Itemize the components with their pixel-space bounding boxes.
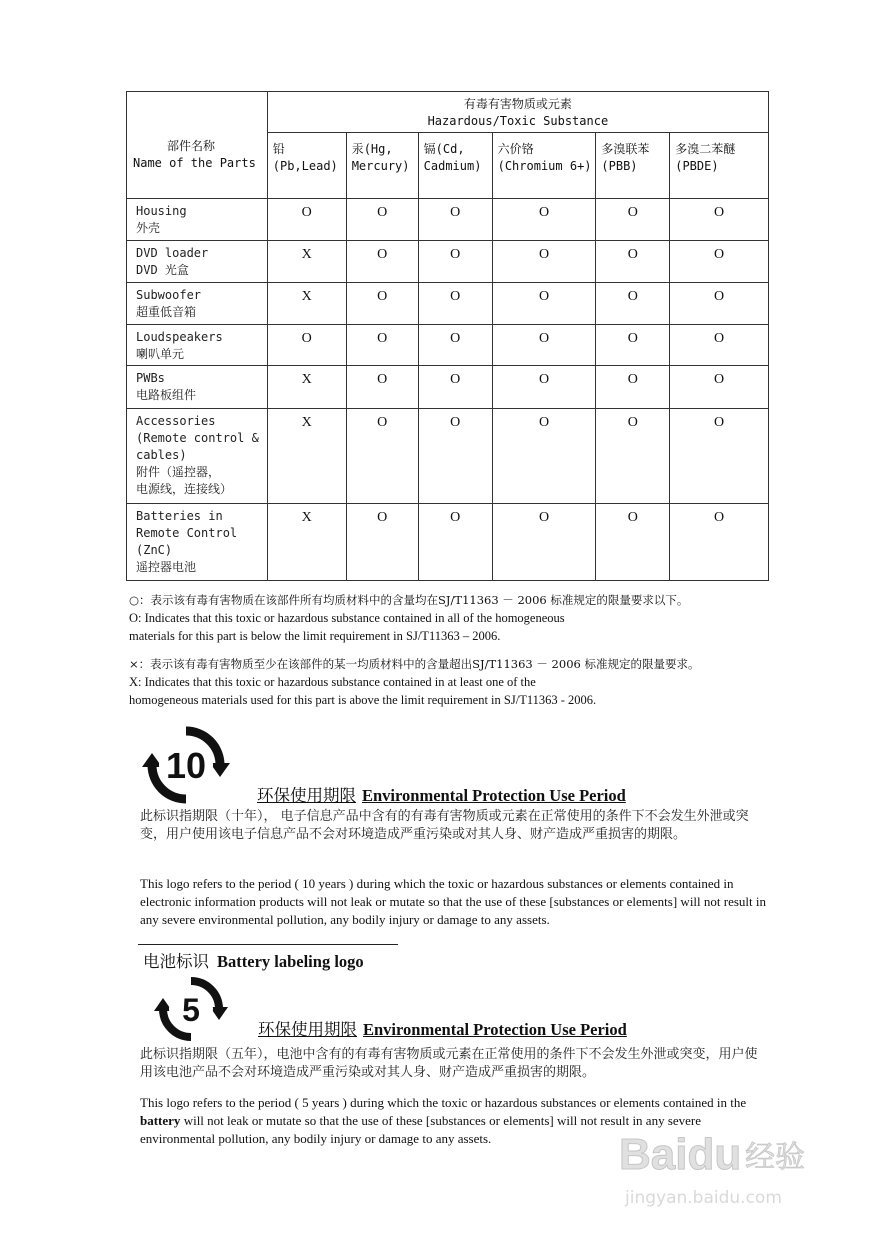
substance-mark: O — [418, 366, 492, 409]
hazard-header-cell — [267, 92, 768, 133]
substance-mark: X — [267, 241, 346, 283]
substance-mark: O — [596, 199, 670, 241]
substance-mark: O — [346, 504, 418, 581]
part-name-line: (ZnC) — [136, 543, 173, 557]
substance-mark: O — [418, 504, 492, 581]
epup-10-title-en: Environmental Protection Use Period — [362, 786, 626, 805]
substance-name-cn: 多溴二苯醚 — [675, 142, 736, 156]
substance-name-en: (Pb,Lead) — [272, 159, 338, 173]
substance-mark: O — [346, 325, 418, 366]
part-name-line: Remote Control — [136, 526, 238, 540]
substance-header-4 — [596, 133, 670, 199]
substance-mark: O — [346, 366, 418, 409]
substance-header-1 — [346, 133, 418, 199]
parts-header-en: Name of the Parts — [133, 156, 256, 170]
epup-5-number: 5 — [182, 992, 200, 1028]
substance-mark: O — [492, 241, 596, 283]
substance-mark: O — [670, 409, 769, 504]
recycle-arrows-icon — [152, 976, 230, 1042]
part-name-line: (Remote control & — [136, 431, 259, 445]
note-x-en-2: homogeneous materials used for this part is above the limit requirement in SJ/T11363 - 2006. — [129, 693, 597, 707]
section-divider — [138, 944, 398, 945]
substance-name-cn: 汞(Hg, — [351, 142, 393, 156]
note-x-cn: ×：表示该有毒有害物质至少在该部件的某一均质材料中的含量超出SJ/T11363 － 2006 标准规定的限量要求。 — [129, 657, 700, 671]
substance-mark: O — [346, 241, 418, 283]
substance-mark: O — [267, 325, 346, 366]
substance-mark: O — [670, 199, 769, 241]
substance-mark: O — [670, 325, 769, 366]
part-name-cell — [127, 241, 268, 283]
substance-mark: O — [418, 283, 492, 325]
note-x — [129, 655, 699, 709]
substance-mark: X — [267, 283, 346, 325]
epup-5-title — [258, 1016, 627, 1040]
substance-mark: O — [670, 241, 769, 283]
substance-mark: O — [596, 409, 670, 504]
part-name-line: 电源线，连接线） — [136, 482, 233, 496]
note-o-en-2: materials for this part is below the limit requirement in SJ/T11363 – 2006. — [129, 629, 501, 643]
substance-header-5 — [670, 133, 769, 199]
table-row — [127, 283, 769, 325]
table-row — [127, 199, 769, 241]
substance-name-cn: 多溴联苯 — [601, 142, 650, 156]
substance-name-cn: 铅 — [272, 142, 285, 156]
substance-mark: O — [670, 283, 769, 325]
part-name-line: DVD 光盒 — [136, 263, 189, 277]
part-name-line: 遥控器电池 — [136, 560, 197, 574]
watermark-suffix: 经验 — [745, 1140, 805, 1175]
part-name-line: 电路板组件 — [136, 388, 197, 402]
epup-5-title-en: Environmental Protection Use Period — [363, 1020, 627, 1039]
part-name-cell — [127, 366, 268, 409]
part-name-line: DVD loader — [136, 246, 209, 260]
substance-mark: O — [492, 325, 596, 366]
substance-mark: O — [492, 199, 596, 241]
substance-name-cn: 六价铬 — [497, 142, 534, 156]
part-name-line: PWBs — [136, 371, 165, 385]
substance-mark: O — [492, 283, 596, 325]
substance-mark: O — [492, 366, 596, 409]
substance-mark: O — [346, 409, 418, 504]
epup-5-desc-cn: 此标识指期限（五年），电池中含有的有毒有害物质或元素在正常使用的条件下不会发生外泄或突变，用户使用该电池产品不会对环境造成严重污染或对其人身、财产造成严重损害的期限。 — [140, 1047, 758, 1080]
substance-name-en: (PBB) — [601, 159, 638, 173]
substance-header-2 — [418, 133, 492, 199]
note-o-en-1: O: Indicates that this toxic or hazardous substance contained in all of the homogeneous — [129, 611, 565, 625]
part-name-line: 附件（遥控器， — [136, 465, 221, 479]
table-row — [127, 241, 769, 283]
battery-section-en: Battery labeling logo — [217, 952, 364, 971]
substance-mark: O — [346, 199, 418, 241]
part-name-cell — [127, 199, 268, 241]
epup-10-number: 10 — [165, 745, 207, 786]
epup-10-title-cn: 环保使用期限 — [257, 786, 356, 805]
table-row — [127, 504, 769, 581]
substance-name-en: Mercury) — [351, 159, 410, 173]
epup-10-title — [257, 782, 626, 806]
part-name-line: Housing — [136, 204, 187, 218]
substance-header-0 — [267, 133, 346, 199]
substance-mark: O — [267, 199, 346, 241]
part-name-line: 超重低音箱 — [136, 305, 197, 319]
substance-name-en: (Chromium 6+) — [497, 159, 592, 173]
substance-mark: X — [267, 409, 346, 504]
part-name-cell — [127, 283, 268, 325]
note-o — [129, 591, 688, 645]
epup-5-desc-en-part2: will not leak or mutate so that the use of these [substances or elements] will not result in any severe environmental pollution, any bodily injury or damage to any assets. — [140, 1113, 702, 1146]
recycle-arrows-icon — [140, 725, 232, 805]
epup-5-logo — [152, 976, 230, 1042]
table-row — [127, 409, 769, 504]
baidu-watermark — [617, 1117, 827, 1209]
battery-section-title — [143, 948, 364, 972]
substance-mark: O — [670, 504, 769, 581]
epup-5-desc-en-bold: battery — [140, 1113, 181, 1128]
hazard-header-cn: 有毒有害物质或元素 — [463, 97, 572, 111]
substance-header-3 — [492, 133, 596, 199]
epup-10-desc-cn: 此标识指期限（十年）， 电子信息产品中含有的有毒有害物质或元素在正常使用的条件下不会发生外泄或突变，用户使用该电子信息产品不会对环境造成严重污染或对其人身、财产造成严重损害的期限。 — [140, 809, 749, 842]
substance-mark: O — [418, 199, 492, 241]
epup-10-logo — [140, 725, 232, 805]
part-name-line: 外壳 — [136, 221, 161, 235]
substance-mark: O — [418, 409, 492, 504]
substance-name-en: Cadmium) — [423, 159, 482, 173]
part-name-cell — [127, 325, 268, 366]
part-name-cell — [127, 504, 268, 581]
substance-mark: X — [267, 504, 346, 581]
epup-5-title-cn: 环保使用期限 — [258, 1020, 357, 1039]
epup-10-desc-en: This logo refers to the period ( 10 years ) during which the toxic or hazardous substances or elements contained in electronic information products will not leak or mutate so that the use of these [substances or elements] will not result in any severe environmental pollution, any bodily injury or damage to any assets. — [140, 876, 767, 927]
part-name-line: Loudspeakers — [136, 330, 223, 344]
substance-mark: O — [596, 241, 670, 283]
watermark-url: jingyan.baidu.com — [625, 1188, 782, 1208]
substance-mark: O — [492, 409, 596, 504]
substance-mark: X — [267, 366, 346, 409]
part-name-line: cables) — [136, 448, 187, 462]
parts-header-cell — [127, 92, 268, 199]
part-name-line: Accessories — [136, 414, 216, 428]
substance-mark: O — [418, 241, 492, 283]
substance-mark: O — [596, 366, 670, 409]
epup-5-desc-en-part1: This logo refers to the period ( 5 years ) during which the toxic or hazardous substances or elements contained in the — [140, 1095, 747, 1110]
hazardous-substance-table — [126, 91, 769, 581]
substance-mark: O — [596, 325, 670, 366]
note-x-en-1: X: Indicates that this toxic or hazardous substance contained in at least one of the — [129, 675, 536, 689]
part-name-line: Subwoofer — [136, 288, 202, 302]
substance-mark: O — [492, 504, 596, 581]
substance-mark: O — [418, 325, 492, 366]
table-row — [127, 366, 769, 409]
substance-mark: O — [670, 366, 769, 409]
part-name-line: Batteries in — [136, 509, 223, 523]
substance-name-cn: 镉(Cd, — [423, 142, 465, 156]
watermark-brand: Baidu — [619, 1130, 742, 1179]
baidu-paw-icon — [617, 1117, 827, 1209]
part-name-cell — [127, 409, 268, 504]
hazard-header-en: Hazardous/Toxic Substance — [427, 114, 609, 128]
substance-mark: O — [596, 283, 670, 325]
parts-header-cn: 部件名称 — [167, 139, 216, 153]
note-o-cn: ○：表示该有毒有害物质在该部件所有均质材料中的含量均在SJ/T11363 － 2006 标准规定的限量要求以下。 — [129, 593, 689, 607]
part-name-line: 喇叭单元 — [136, 347, 185, 361]
substance-mark: O — [346, 283, 418, 325]
substance-name-en: (PBDE) — [675, 159, 719, 173]
substance-mark: O — [596, 504, 670, 581]
battery-section-cn: 电池标识 — [143, 952, 209, 971]
table-row — [127, 325, 769, 366]
